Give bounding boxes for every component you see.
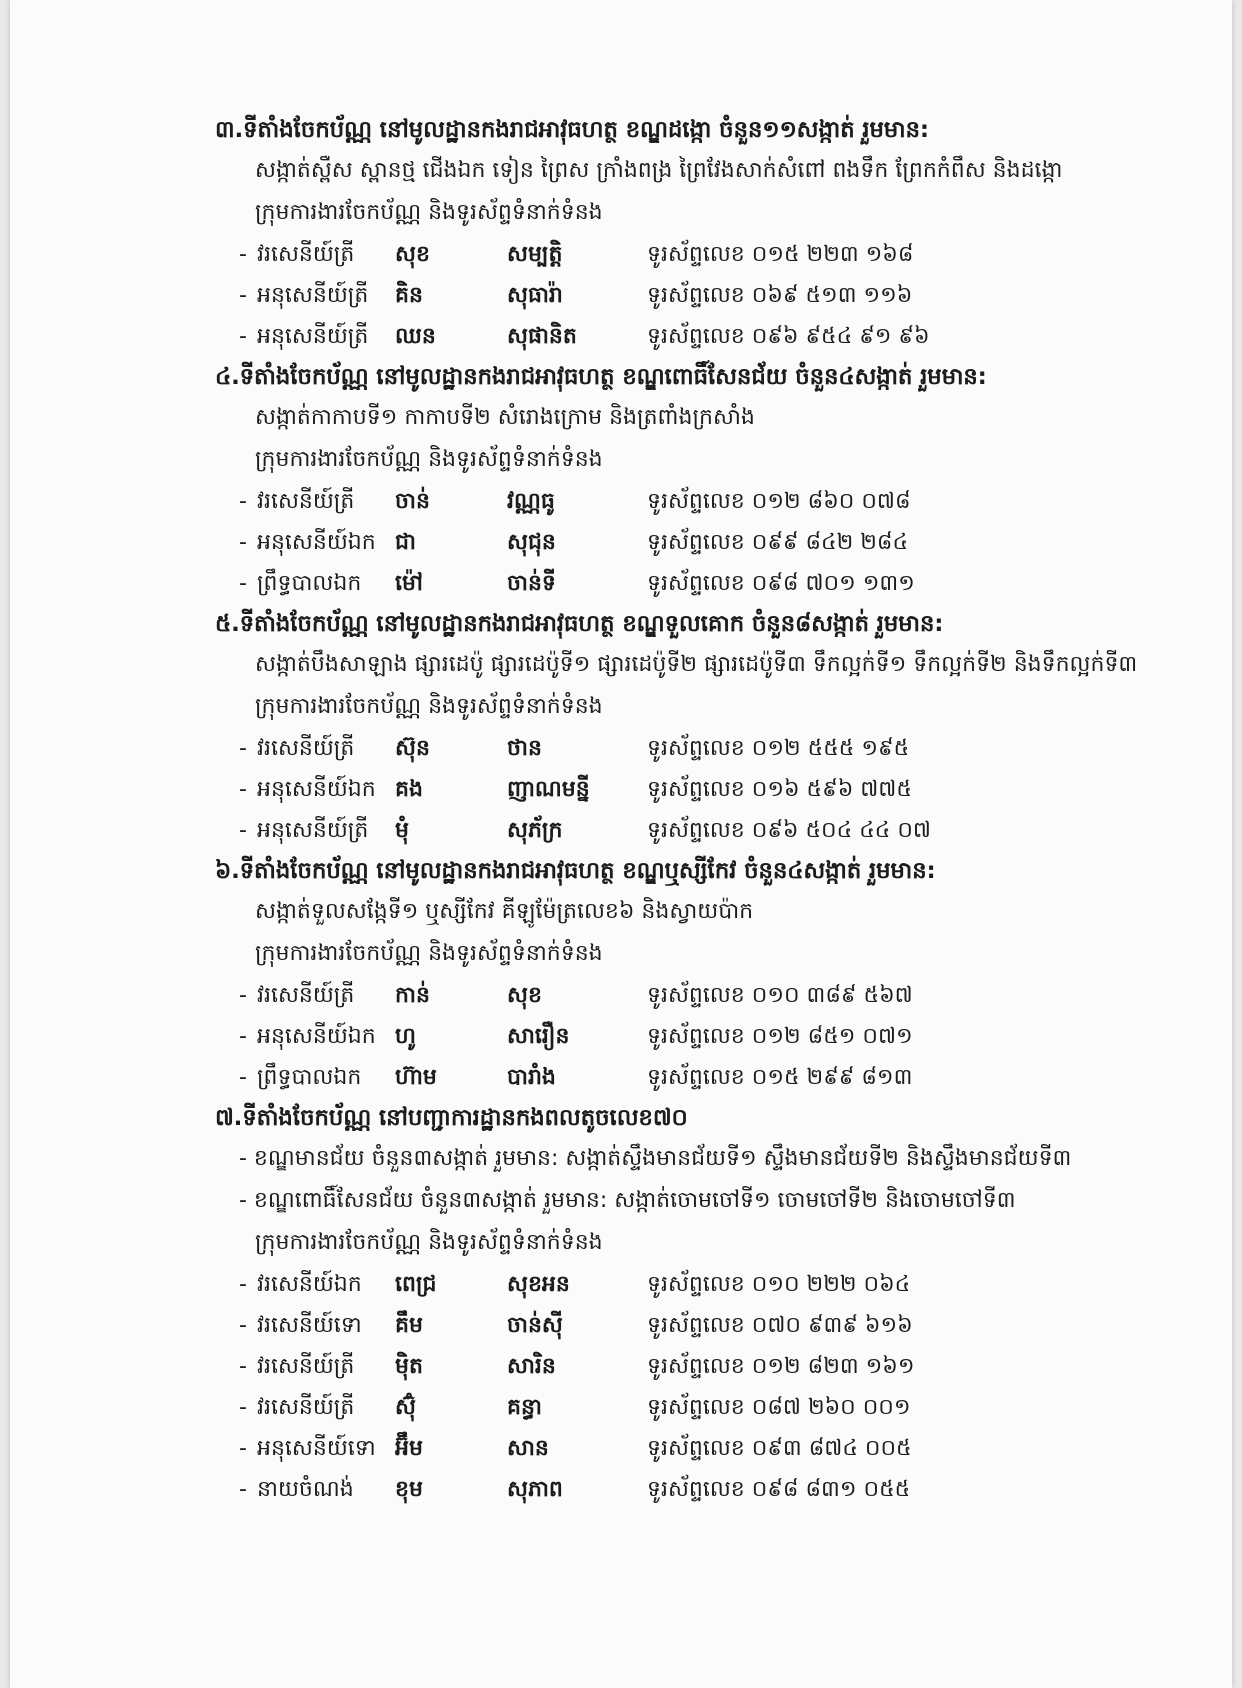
contact-rank: វរសេនីយ៍ត្រី xyxy=(257,1354,355,1379)
section-7 xyxy=(215,1098,1085,1510)
contact-given-name: សារឿន xyxy=(507,1024,570,1049)
contact-phone: ទូរស័ព្ទលេខ ០៦៩ ៥១៣ ១១៦ xyxy=(647,283,913,308)
contact-phone: ទូរស័ព្ទលេខ ០៩៦ ៥០៤ ៤៤ ០៧ xyxy=(647,818,931,843)
contact-rank: អនុសេនីយ៍ត្រី xyxy=(257,324,369,349)
district-communes: - ខណ្ឌមានជ័យ ចំនួន៣សង្កាត់ រួមមាន: សង្កាត់ស្ទឹងមានជ័យទី១ ស្ទឹងមានជ័យទី២ និងស្ទឹងមានជ័យទី៣ xyxy=(239,1146,1072,1171)
contact-phone: ទូរស័ព្ទលេខ ០៧០ ៩៣៩ ៦១៦ xyxy=(647,1313,913,1338)
contact-family-name: ហូ xyxy=(395,1024,416,1049)
contact-family-name: ហ៊ាម xyxy=(395,1065,437,1090)
contact-given-name: វណ្ណធូ xyxy=(507,489,555,514)
contact-given-name: ញាណមន្នី xyxy=(507,777,590,802)
section-heading: ៤.ទីតាំងចែកប័ណ្ណ នៅមូលដ្ឋានកងរាជអាវុធហត្ថ ខណ្ឌពោធិ៍សែនជ័យ ចំនួន៤សង្កាត់ រួមមាន: xyxy=(215,364,987,390)
contact-rank: វរសេនីយ៍ត្រី xyxy=(257,983,355,1008)
contact-given-name: សុផានិត xyxy=(507,324,577,349)
contact-row: - អនុសេនីយ៍ទោ អ៊ឹម សាន ទូរស័ព្ទលេខ ០៩៣ ៨៧៤ ០០៥ xyxy=(215,1428,1085,1469)
document-page xyxy=(10,0,1232,1688)
contact-rank: វរសេនីយ៍ទោ xyxy=(257,1313,362,1338)
contact-family-name: កាន់ xyxy=(395,983,430,1008)
contact-phone: ទូរស័ព្ទលេខ ០៩៣ ៨៧៤ ០០៥ xyxy=(647,1436,912,1461)
contact-phone: ទូរស័ព្ទលេខ ០១០ ៣៨៩ ៥៦៧ xyxy=(647,983,913,1008)
contact-given-name: សុធារ៉ា xyxy=(507,283,563,308)
contact-family-name: ចាន់ xyxy=(395,489,430,514)
team-caption: ក្រុមការងារចែកប័ណ្ណ និងទូរស័ព្ទទំនាក់ទំនង xyxy=(255,1230,603,1255)
contact-row: - វរសេនីយ៍ត្រី កាន់ សុខ ទូរស័ព្ទលេខ ០១០ ៣៨៩ ៥៦៧ xyxy=(215,975,1085,1016)
team-caption: ក្រុមការងារចែកប័ណ្ណ និងទូរស័ព្ទទំនាក់ទំនង xyxy=(255,200,603,225)
contact-family-name: ស៊ុន xyxy=(395,736,430,761)
contact-family-name: គឹម xyxy=(395,1313,423,1338)
contact-rank: អនុសេនីយ៍ត្រី xyxy=(257,818,369,843)
district-communes: សង្កាត់ទួលសង្កែទី១ ឬស្សីកែវ គីឡូម៉ែត្រលេខ៦ និងស្វាយប៉ាក xyxy=(255,899,754,924)
contact-phone: ទូរស័ព្ទលេខ ០១២ ៨២៣ ១៦១ xyxy=(647,1354,915,1379)
contact-rank: នាយចំណង់ xyxy=(257,1477,354,1502)
contact-family-name: អ៊ឹម xyxy=(395,1436,423,1461)
contact-row: - វរសេនីយ៍ទោ គឹម ចាន់ស៊ី ទូរស័ព្ទលេខ ០៧០ ៩៣៩ ៦១៦ xyxy=(215,1305,1085,1346)
contact-family-name: ម៉ៅ xyxy=(395,571,423,596)
contact-phone: ទូរស័ព្ទលេខ ០៩៦ ៩៥៤ ៩១ ៩៦ xyxy=(647,324,930,349)
contact-given-name: បារាំង xyxy=(507,1065,556,1090)
contact-row: - អនុសេនីយ៍ឯក ហូ សារឿន ទូរស័ព្ទលេខ ០១២ ៨៥១ ០៧១ xyxy=(215,1016,1085,1057)
contact-row: - អនុសេនីយ៍ត្រី គិន សុធារ៉ា ទូរស័ព្ទលេខ ០៦៩ ៥១៣ ១១៦ xyxy=(215,275,1085,316)
contact-family-name: ជា xyxy=(395,530,416,555)
contact-family-name: មុំ xyxy=(395,818,409,843)
contact-phone: ទូរស័ព្ទលេខ ០៩៨ ៨៣១ ០៥៥ xyxy=(647,1477,911,1502)
contact-rank: អនុសេនីយ៍ទោ xyxy=(257,1436,376,1461)
contact-rank: វរសេនីយ៍ត្រី xyxy=(257,489,355,514)
contact-phone: ទូរស័ព្ទលេខ ០៩៩ ៨៤២ ២៨៤ xyxy=(647,530,909,555)
contact-row: - អនុសេនីយ៍ឯក ជា សុជុន ទូរស័ព្ទលេខ ០៩៩ ៨៤២ ២៨៤ xyxy=(215,522,1085,563)
contact-rank: អនុសេនីយ៍ឯក xyxy=(257,1024,376,1049)
section-5 xyxy=(215,604,1138,851)
contact-family-name: ឈន xyxy=(395,324,436,349)
contact-family-name: គង xyxy=(395,777,423,802)
contact-given-name: ចាន់ទី xyxy=(507,571,556,596)
section-6 xyxy=(215,851,1085,1098)
contact-row: - វរសេនីយ៍ត្រី សុខ សម្បត្តិ ទូរស័ព្ទលេខ ០១៥ ២២៣ ១៦៨ xyxy=(215,234,1085,275)
district-communes: សង្កាត់ស្ពឺស ស្ពានថ្ម ជើងឯក ទៀន ព្រៃស ក្រាំងពង្រ ព្រៃវែងសាក់សំពៅ ពងទឹក ព្រែកកំពឹស និងដង្កោ xyxy=(255,158,1063,183)
section-heading: ៥.ទីតាំងចែកប័ណ្ណ នៅមូលដ្ឋានកងរាជអាវុធហត្ថ ខណ្ឌទួលគោក ចំនួន៨សង្កាត់ រួមមាន: xyxy=(215,611,944,637)
section-heading: ៦.ទីតាំងចែកប័ណ្ណ នៅមូលដ្ឋានកងរាជអាវុធហត្ថ ខណ្ឌឬស្សីកែវ ចំនួន៤សង្កាត់ រួមមាន: xyxy=(215,858,936,884)
contact-given-name: សុភ័ក្រ xyxy=(507,818,563,843)
contact-rank: ព្រឹទ្ធបាលឯក xyxy=(257,571,362,596)
district-communes: - ខណ្ឌពោធិ៍សែនជ័យ ចំនួន៣សង្កាត់ រួមមាន: សង្កាត់ចោមចៅទី១ ចោមចៅទី២ និងចោមចៅទី៣ xyxy=(239,1188,1016,1213)
contact-rank: អនុសេនីយ៍ឯក xyxy=(257,777,376,802)
contact-row: - ព្រឹទ្ធបាលឯក ម៉ៅ ចាន់ទី ទូរស័ព្ទលេខ ០៩៨ ៧០១ ១៣១ xyxy=(215,563,1085,604)
contact-given-name: សាន xyxy=(507,1436,549,1461)
contact-row: - អនុសេនីយ៍ត្រី មុំ សុភ័ក្រ ទូរស័ព្ទលេខ ០៩៦ ៥០៤ ៤៤ ០៧ xyxy=(215,810,1085,851)
section-heading: ៧.ទីតាំងចែកប័ណ្ណ នៅបញ្ជាការដ្ឋានកងពលតូចលេខ៧០ xyxy=(215,1105,688,1131)
district-communes: សង្កាត់បឹងសាឡាង ផ្សារដេប៉ូ ផ្សារដេប៉ូទី១ ផ្សារដេប៉ូទី២ ផ្សារដេប៉ូទី៣ ទឹកល្អក់ទី១ ទឹកល្អក់ទី២ និងទឹកល្អក់ទី៣ xyxy=(255,652,1138,677)
contact-row: - វរសេនីយ៍ត្រី ស៊ុំ គន្ធា ទូរស័ព្ទលេខ ០៨៧ ២៦០ ០០១ xyxy=(215,1387,1085,1428)
contact-family-name: ពេជ្រ xyxy=(395,1272,437,1297)
contact-rank: វរសេនីយ៍ត្រី xyxy=(257,736,355,761)
contact-given-name: សារិន xyxy=(507,1354,556,1379)
contact-row: - វរសេនីយ៍ត្រី ម៉ិត សារិន ទូរស័ព្ទលេខ ០១២ ៨២៣ ១៦១ xyxy=(215,1346,1085,1387)
contact-rank: ព្រឹទ្ធបាលឯក xyxy=(257,1065,362,1090)
contact-phone: ទូរស័ព្ទលេខ ០១០ ២២២ ០៦៤ xyxy=(647,1272,911,1297)
team-caption: ក្រុមការងារចែកប័ណ្ណ និងទូរស័ព្ទទំនាក់ទំនង xyxy=(255,694,603,719)
contact-given-name: សុជុន xyxy=(507,530,556,555)
contact-row: - វរសេនីយ៍ត្រី ស៊ុន ថាន ទូរស័ព្ទលេខ ០១២ ៥៥៥ ១៩៥ xyxy=(215,728,1085,769)
contact-given-name: សុខ xyxy=(507,983,542,1008)
contact-given-name: ចាន់ស៊ី xyxy=(507,1313,563,1338)
contact-phone: ទូរស័ព្ទលេខ ០១៦ ៥៩៦ ៧៧៥ xyxy=(647,777,912,802)
contact-family-name: ម៉ិត xyxy=(395,1354,423,1379)
contact-row: - ព្រឹទ្ធបាលឯក ហ៊ាម បារាំង ទូរស័ព្ទលេខ ០១៥ ២៩៩ ៨១៣ xyxy=(215,1057,1085,1098)
contact-row: - វរសេនីយ៍ត្រី ចាន់ វណ្ណធូ ទូរស័ព្ទលេខ ០១២ ៨៦០ ០៧៨ xyxy=(215,481,1085,522)
contact-given-name: គន្ធា xyxy=(507,1395,542,1420)
section-heading: ៣.ទីតាំងចែកប័ណ្ណ នៅមូលដ្ឋានកងរាជអាវុធហត្ថ ខណ្ឌដង្កោ ចំនួន១១សង្កាត់ រួមមាន: xyxy=(215,117,929,143)
section-4 xyxy=(215,357,1085,604)
contact-rank: វរសេនីយ៍ត្រី xyxy=(257,242,355,267)
contact-phone: ទូរស័ព្ទលេខ ០៩៨ ៧០១ ១៣១ xyxy=(647,571,915,596)
contact-given-name: ថាន xyxy=(507,736,542,761)
team-caption: ក្រុមការងារចែកប័ណ្ណ និងទូរស័ព្ទទំនាក់ទំនង xyxy=(255,941,603,966)
contact-rank: វរសេនីយ៍ឯក xyxy=(257,1272,362,1297)
contact-rank: អនុសេនីយ៍ត្រី xyxy=(257,283,369,308)
contact-phone: ទូរស័ព្ទលេខ ០១៥ ២២៣ ១៦៨ xyxy=(647,242,914,267)
contact-row: - អនុសេនីយ៍ឯក គង ញាណមន្នី ទូរស័ព្ទលេខ ០១៦ ៥៩៦ ៧៧៥ xyxy=(215,769,1085,810)
district-communes: សង្កាត់កាកាបទី១ កាកាបទី២ សំរោងក្រោម និងត្រពាំងក្រសាំង xyxy=(255,405,755,430)
document-content xyxy=(215,110,1138,1510)
contact-row: - អនុសេនីយ៍ត្រី ឈន សុផានិត ទូរស័ព្ទលេខ ០៩៦ ៩៥៤ ៩១ ៩៦ xyxy=(215,316,1085,357)
contact-given-name: សុភាព xyxy=(507,1477,563,1502)
section-3 xyxy=(215,110,1085,357)
contact-family-name: ស៊ុំ xyxy=(395,1395,416,1420)
contact-row: - វរសេនីយ៍ឯក ពេជ្រ សុខអន ទូរស័ព្ទលេខ ០១០ ២២២ ០៦៤ xyxy=(215,1264,1085,1305)
contact-row: - នាយចំណង់ ខុម សុភាព ទូរស័ព្ទលេខ ០៩៨ ៨៣១ ០៥៥ xyxy=(215,1469,1085,1510)
team-caption: ក្រុមការងារចែកប័ណ្ណ និងទូរស័ព្ទទំនាក់ទំនង xyxy=(255,447,603,472)
contact-given-name: សម្បត្តិ xyxy=(507,242,563,267)
contact-family-name: គិន xyxy=(395,283,423,308)
contact-given-name: សុខអន xyxy=(507,1272,570,1297)
contact-rank: វរសេនីយ៍ត្រី xyxy=(257,1395,355,1420)
contact-family-name: ខុម xyxy=(395,1477,423,1502)
contact-phone: ទូរស័ព្ទលេខ ០១២ ៨៦០ ០៧៨ xyxy=(647,489,911,514)
contact-family-name: សុខ xyxy=(395,242,430,267)
contact-rank: អនុសេនីយ៍ឯក xyxy=(257,530,376,555)
contact-phone: ទូរស័ព្ទលេខ ០៨៧ ២៦០ ០០១ xyxy=(647,1395,911,1420)
contact-phone: ទូរស័ព្ទលេខ ០១២ ៥៥៥ ១៩៥ xyxy=(647,736,910,761)
contact-phone: ទូរស័ព្ទលេខ ០១៥ ២៩៩ ៨១៣ xyxy=(647,1065,913,1090)
contact-phone: ទូរស័ព្ទលេខ ០១២ ៨៥១ ០៧១ xyxy=(647,1024,913,1049)
